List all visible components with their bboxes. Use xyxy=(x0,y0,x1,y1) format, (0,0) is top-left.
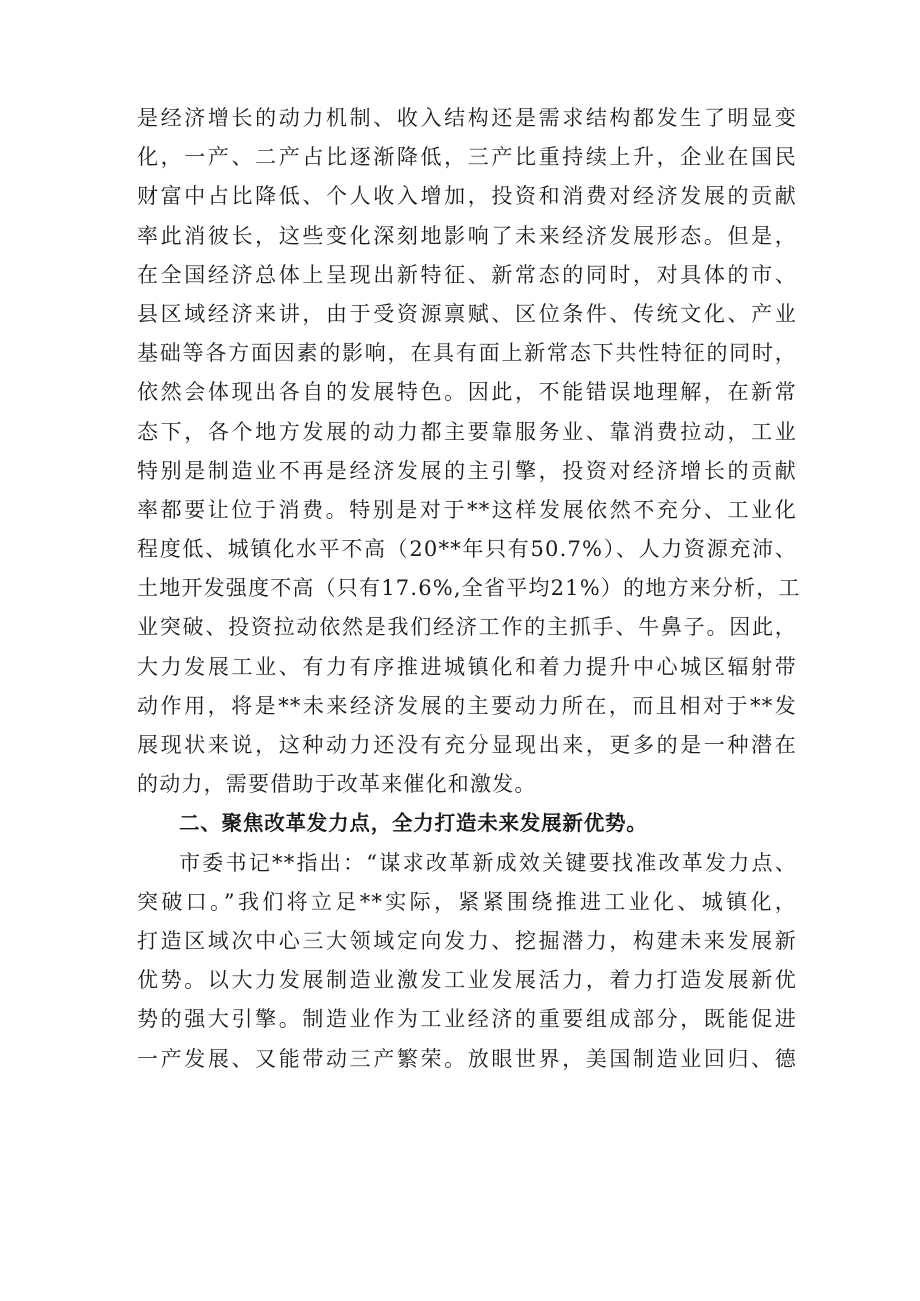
text-line: 大力发展工业、有力有序推进城镇化和着力提升中心城区辐射带 xyxy=(137,654,797,679)
text-line: 在全国经济总体上呈现出新特征、新常态的同时，对具体的市、 xyxy=(137,262,797,287)
text-line-first: 市委书记**指出：“谋求改革新成效关键要找准改革发力点、 xyxy=(179,850,797,875)
text-line: 财富中占比降低、个人收入增加，投资和消费对经济发展的贡献 xyxy=(137,184,797,209)
text-line: 态下，各个地方发展的动力都主要靠服务业、靠消费拉动，工业 xyxy=(137,419,797,444)
text-line: 基础等各方面因素的影响，在具有面上新常态下共性特征的同时， xyxy=(137,341,797,366)
text-line: 业突破、投资拉动依然是我们经济工作的主抓手、牛鼻子。因此， xyxy=(137,615,797,640)
text-line: 率都要让位于消费。特别是对于**这样发展依然不充分、工业化 xyxy=(137,497,797,522)
text-line: 依然会体现出各自的发展特色。因此，不能错误地理解，在新常 xyxy=(137,380,797,405)
text-line: 打造区域次中心三大领域定向发力、挖掘潜力，构建未来发展新 xyxy=(137,928,797,953)
text-line: 程度低、城镇化水平不高（20**年只有50.7%）、人力资源充沛、 xyxy=(137,537,797,562)
document-body xyxy=(137,99,801,1079)
text-line: 率此消彼长，这些变化深刻地影响了未来经济发展形态。但是， xyxy=(137,223,797,248)
text-line: 是经济增长的动力机制、收入结构还是需求结构都发生了明显变 xyxy=(137,106,797,130)
text-line: 土地开发强度不高（只有17.6%,全省平均21%）的地方来分析，工 xyxy=(137,576,801,601)
text-line: 县区域经济来讲，由于受资源禀赋、区位条件、传统文化、产业 xyxy=(137,301,797,326)
text-line: 特别是制造业不再是经济发展的主引擎，投资对经济增长的贡献 xyxy=(137,458,797,483)
paragraph-economy-drivers xyxy=(137,99,801,804)
text-line: 动作用，将是**未来经济发展的主要动力所在，而且相对于**发 xyxy=(137,693,797,718)
paragraph-reform-focus xyxy=(137,844,797,1079)
text-line-last: 的动力，需要借助于改革来催化和激发。 xyxy=(137,772,537,797)
text-line: 优势。以大力发展制造业激发工业发展活力，着力打造发展新优 xyxy=(137,968,797,993)
text-line: 一产发展、又能带动三产繁荣。放眼世界，美国制造业回归、德 xyxy=(137,1046,797,1071)
text-line: 突破口。”我们将立足**实际，紧紧围绕推进工业化、城镇化， xyxy=(137,889,797,914)
text-line: 化，一产、二产占比逐渐降低，三产比重持续上升，企业在国民 xyxy=(137,145,797,170)
text-line: 势的强大引擎。制造业作为工业经济的重要组成部分，既能促进 xyxy=(137,1007,797,1032)
text-line: 展现状来说，这种动力还没有充分显现出来，更多的是一种潜在 xyxy=(137,733,797,757)
section-heading: 二、聚焦改革发力点，全力打造未来发展新优势。 xyxy=(179,811,648,836)
